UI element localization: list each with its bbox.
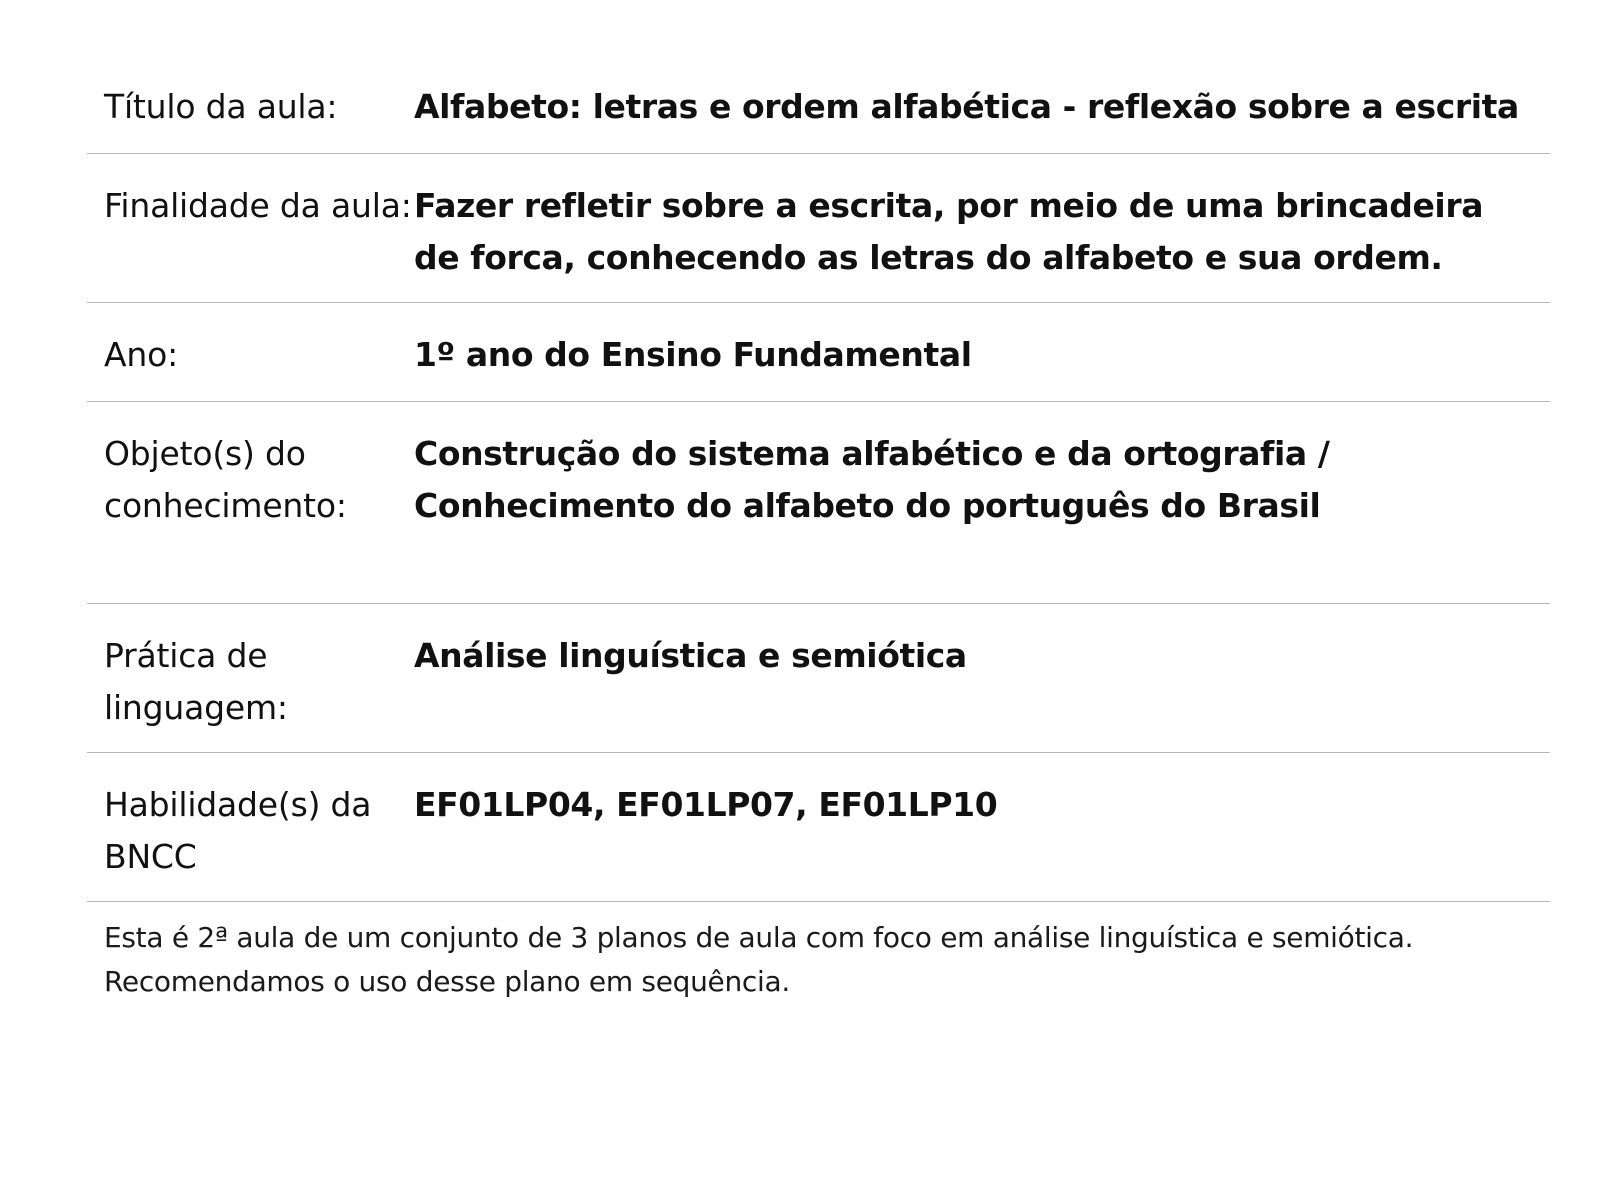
knowledge-objects-label: Objeto(s) do conhecimento: [87, 402, 414, 604]
language-practice-value: Análise linguística e semiótica [414, 604, 1550, 753]
lesson-info-table [87, 55, 1550, 902]
lesson-plan-sheet [87, 55, 1550, 1004]
row-lesson-title [87, 55, 1550, 154]
school-year-label: Ano: [87, 303, 414, 402]
bncc-skills-label: Habilidade(s) da BNCC [87, 753, 414, 902]
school-year-value: 1º ano do Ensino Fundamental [414, 303, 1550, 402]
bncc-skills-value: EF01LP04, EF01LP07, EF01LP10 [414, 753, 1550, 902]
lesson-purpose-label: Finalidade da aula: [87, 154, 414, 303]
knowledge-objects-value: Construção do sistema alfabético e da ortografia / Conhecimento do alfabeto do português do Brasil [414, 402, 1550, 604]
sequence-note: Esta é 2ª aula de um conjunto de 3 planos de aula com foco em análise linguística e semiótica. Recomendamos o uso desse plano em sequência. [104, 921, 1414, 998]
lesson-purpose-value: Fazer refletir sobre a escrita, por meio de uma brincadeira de forca, conhecendo as letras do alfabeto e sua ordem. [414, 154, 1550, 303]
lesson-title-label: Título da aula: [87, 55, 414, 154]
row-knowledge-objects [87, 402, 1550, 604]
language-practice-label: Prática de linguagem: [87, 604, 414, 753]
row-lesson-purpose [87, 154, 1550, 303]
row-school-year [87, 303, 1550, 402]
row-bncc-skills [87, 753, 1550, 902]
row-language-practice [87, 604, 1550, 753]
lesson-title-value: Alfabeto: letras e ordem alfabética - reflexão sobre a escrita [414, 55, 1550, 154]
